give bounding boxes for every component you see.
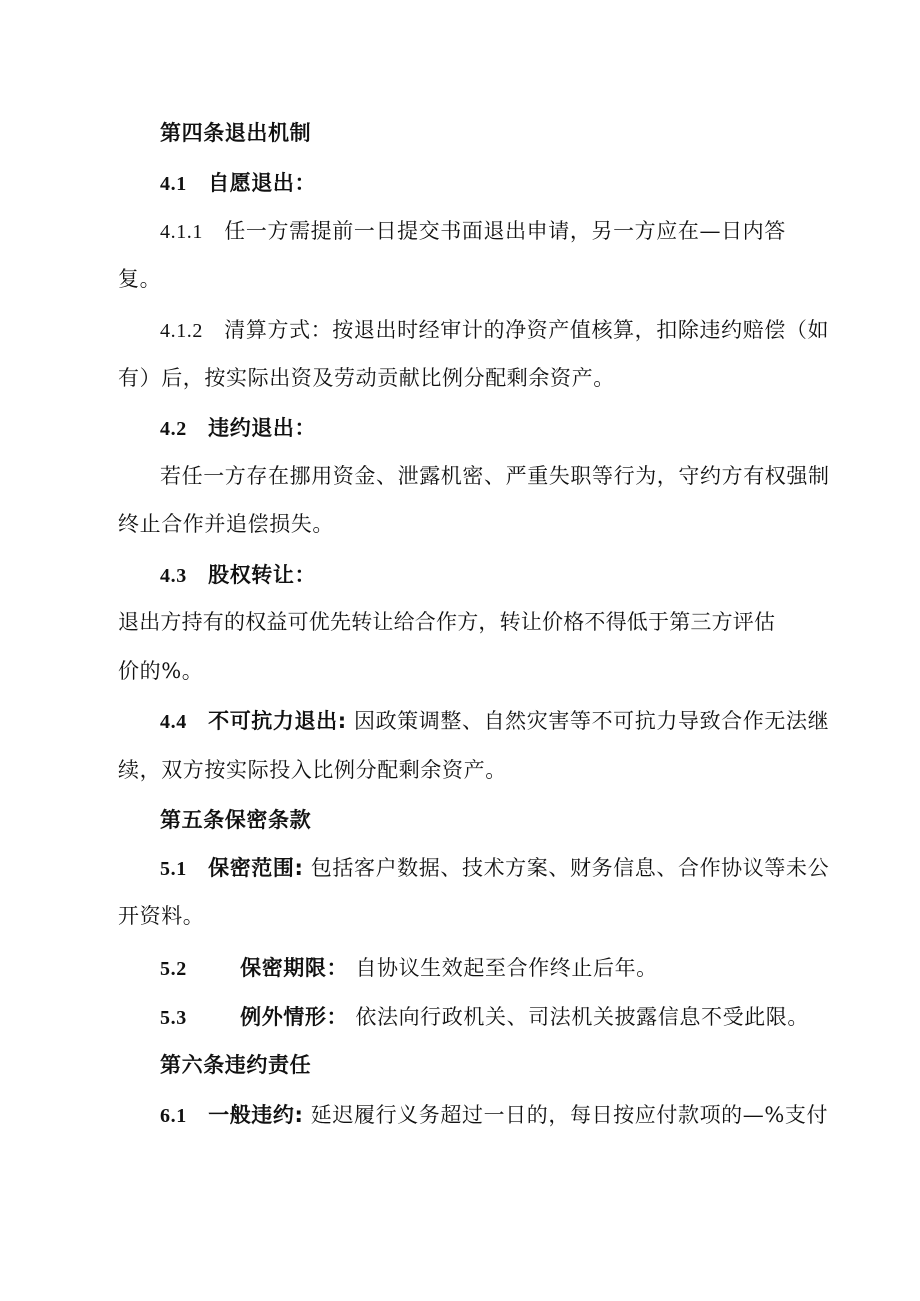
section-4-3: [160, 560, 316, 591]
paragraph-4-3-line1: 退出方持有的权益可优先转让给合作方，转让价格不得低于第三方评估: [118, 610, 776, 634]
paragraph-4-2-line1: 若任一方存在挪用资金、泄露机密、严重失职等行为，守约方有权强制: [160, 464, 830, 488]
section-number: 5.1: [160, 858, 187, 880]
section-title: 自愿退出：: [208, 171, 317, 195]
section-number: 4.3: [160, 565, 187, 587]
section-title: 股权转让：: [208, 563, 317, 587]
section-4-1-1-line2: 复。: [118, 267, 162, 291]
section-title: 保密范围:: [208, 856, 304, 880]
section-4-1-2-line1: [160, 315, 829, 346]
section-4-1-2-line2: 有）后，按实际出资及劳动贡献比例分配剩余资产。: [118, 366, 615, 390]
section-5-3: [160, 1002, 809, 1033]
section-6-1-line1: [160, 1100, 828, 1131]
section-number: 5.2: [160, 958, 187, 980]
section-4-4-line2: 续，双方按实际投入比例分配剩余资产。: [118, 758, 507, 782]
section-title: 违约退出：: [208, 416, 317, 440]
section-title: 保密期限：: [240, 956, 349, 980]
article-6-heading: 第六条违约责任: [160, 1053, 312, 1077]
article-4-heading: 第四条退出机制: [160, 121, 312, 145]
section-text: 因政策调整、自然灾害等不可抗力导致合作无法继: [353, 709, 830, 733]
section-number: 4.2: [160, 418, 187, 440]
section-4-4-line1: [160, 706, 829, 737]
section-title: 不可抗力退出:: [208, 709, 347, 733]
section-text: 延迟履行义务超过一日的，每日按应付款项的—%支付: [310, 1103, 829, 1127]
paragraph-4-2-line2: 终止合作并追偿损失。: [118, 512, 334, 536]
section-text: 依法向行政机关、司法机关披露信息不受此限。: [355, 1005, 809, 1029]
section-title: 例外情形：: [240, 1005, 349, 1029]
section-5-2: [160, 953, 658, 984]
section-text: 清算方式：按退出时经审计的净资产值核算，扣除违约赔偿（如: [224, 318, 830, 342]
section-4-2: [160, 413, 316, 444]
paragraph-4-3-line2: 价的%。: [118, 659, 204, 683]
section-number: 5.3: [160, 1007, 187, 1029]
section-number: 4.1: [160, 173, 187, 195]
section-5-1-line2: 开资料。: [118, 904, 205, 928]
section-4-1-1-line1: [160, 216, 786, 247]
section-text: 包括客户数据、技术方案、财务信息、合作协议等未公: [310, 856, 830, 880]
section-number: 6.1: [160, 1105, 187, 1127]
section-title: 一般违约:: [208, 1103, 304, 1127]
section-text: 自协议生效起至合作终止后年。: [355, 956, 658, 980]
section-number: 4.1.2: [160, 320, 203, 342]
article-5-heading: 第五条保密条款: [160, 808, 312, 832]
section-number: 4.1.1: [160, 221, 203, 243]
section-text: 任一方需提前一日提交书面退出申请，另一方应在—日内答: [224, 219, 786, 243]
section-number: 4.4: [160, 711, 187, 733]
section-5-1-line1: [160, 853, 829, 884]
section-4-1: [160, 168, 316, 199]
